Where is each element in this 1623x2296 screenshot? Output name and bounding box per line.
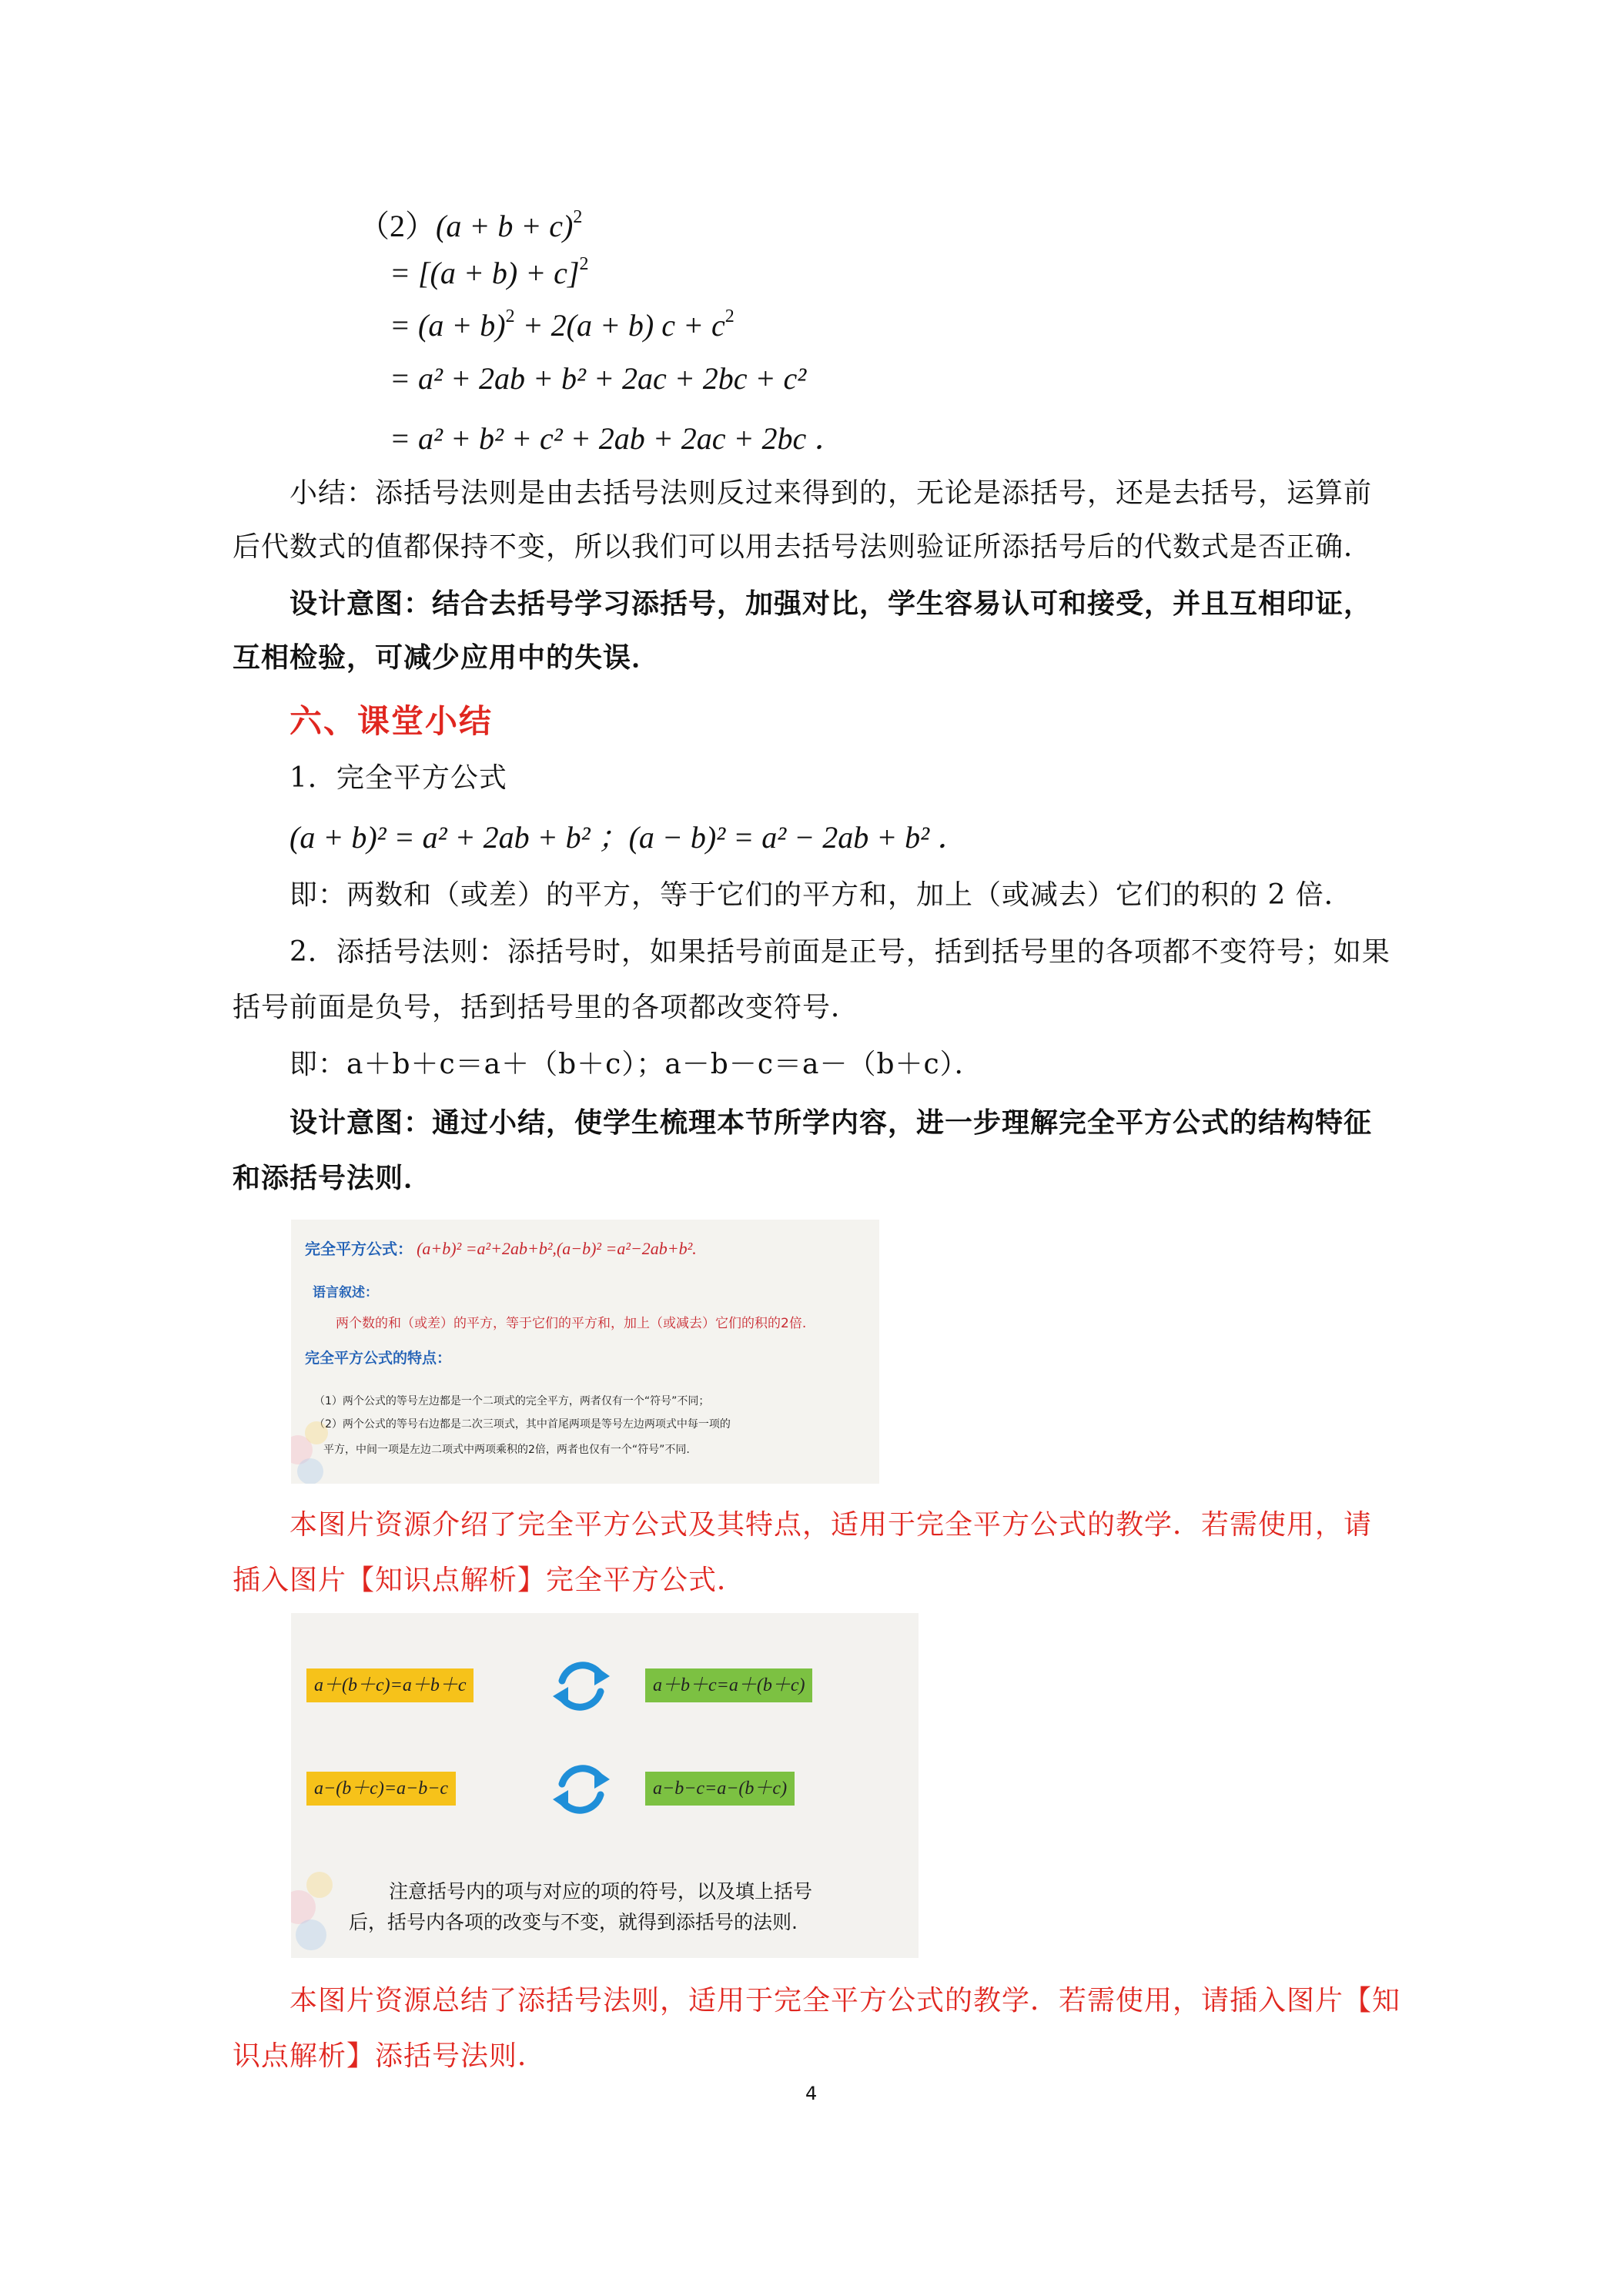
item2-rule: 即：a＋b＋c＝a＋（b＋c）；a－b－c＝a－（b＋c）．: [289, 1049, 983, 1080]
bracket-rule-image: [291, 1613, 919, 1958]
card1-feature-1: （1）两个公式的等号左边都是一个二项式的完全平方，两者仅有一个“符号”不同；: [314, 1395, 710, 1407]
derivation-line-3: = $(a + b)^2 + 2(a + b)$ $c + c^2$: [390, 306, 735, 343]
decor-circle: [297, 1458, 323, 1484]
design-intent-1-line-2: 互相检验，可减少应用中的失误．: [233, 641, 661, 674]
summary-line-2: 后代数式的值都保持不变，所以我们可以用去括号法则验证所添括号后的代数式是否正确．: [233, 531, 1373, 563]
caption2-line-1: 本图片资源总结了添括号法则，适用于完全平方公式的教学．若需使用，请插入图片【知: [289, 1985, 1401, 2017]
page-number: 4: [805, 2083, 818, 2104]
cycle-arrows-icon: [547, 1755, 616, 1824]
item1-explain: 即：两数和（或差）的平方，等于它们的平方和，加上（或减去）它们的积的 2 倍．: [289, 879, 1353, 911]
design-intent-2-line-2: 和添括号法则．: [233, 1162, 433, 1194]
caption1-line-2: 插入图片【知识点解析】完全平方公式．: [233, 1565, 746, 1596]
card1-feature-title: 完全平方公式的特点：: [305, 1350, 452, 1367]
card1-feature-3: 平方，中间一项是左边二项式中两项乘积的2倍，两者也仅有一个“符号”不同.: [323, 1444, 690, 1456]
derivation-line-2: = $[(a + b) + c]^2$: [390, 254, 589, 290]
decor-circle: [305, 1421, 328, 1444]
design-intent-1-line-1: 设计意图：结合去括号学习添括号，加强对比，学生容易认可和接受，并且互相印证，: [289, 587, 1373, 620]
section-heading: 六、课堂小结: [289, 702, 494, 740]
rule1-left-box: a＋(b＋c)=a＋b＋c: [306, 1668, 474, 1702]
card1-formula: (a+b)² =a²+2ab+b²,(a−b)² =a²−2ab+b².: [417, 1239, 697, 1258]
card1-lang-title: 语言叙述：: [313, 1285, 378, 1300]
card1-feature-2: （2）两个公式的等号右边都是二次三项式，其中首尾两项是等号左边两项式中每一项的: [314, 1418, 731, 1431]
card1-lang-text: 两个数的和（或差）的平方，等于它们的平方和，加上（或减去）它们的积的2倍.: [336, 1316, 807, 1331]
item1-formula: (a + b)² = a² + 2ab + b² ；(a − b)² = a² − 2ab + b² ．: [289, 820, 969, 855]
decor-circle: [296, 1919, 326, 1950]
design-intent-2-line-1: 设计意图：通过小结，使学生梳理本节所学内容，进一步理解完全平方公式的结构特征: [289, 1106, 1373, 1139]
derivation-label: （2）: [359, 209, 436, 243]
derivation-line-5: = a² + b² + c² + 2ab + 2ac + 2bc ．: [390, 421, 845, 456]
cycle-arrows-icon: [547, 1652, 616, 1721]
item1-title: 1．完全平方公式: [289, 762, 507, 794]
derivation-line-4: = a² + 2ab + b² + 2ac + 2bc + c²: [390, 361, 807, 396]
rule2-left-box: a−(b＋c)=a−b−c: [306, 1772, 456, 1806]
rule2-right-box: a−b−c=a−(b＋c): [645, 1772, 795, 1806]
decor-circle: [306, 1872, 333, 1898]
caption1-line-1: 本图片资源介绍了完全平方公式及其特点，适用于完全平方公式的教学．若需使用，请: [289, 1509, 1373, 1541]
card1-formula-row: 完全平方公式： (a+b)² =a²+2ab+b²,(a−b)² =a²−2ab+b².: [305, 1239, 697, 1258]
card2-note-line-1: 注意括号内的项与对应的项的符号，以及填上括号: [389, 1880, 813, 1903]
card2-note: [349, 1876, 813, 1938]
card2-note-line-2: 后，括号内各项的改变与不变，就得到添括号的法则.: [349, 1911, 798, 1933]
item2-line-1: 2．添括号法则：添括号时，如果括号前面是正号，括到括号里的各项都不变符号；如果: [289, 936, 1390, 968]
rule1-right-box: a＋b＋c=a＋(b＋c): [645, 1668, 812, 1702]
perfect-square-image: [291, 1220, 879, 1484]
derivation-line-1: $(2)(a + b + c)^2$: [359, 207, 583, 243]
summary-line-1: 小结：添括号法则是由去括号法则反过来得到的，无论是添括号，还是去括号，运算前: [289, 477, 1373, 509]
caption2-line-2: 识点解析】添括号法则．: [233, 2040, 547, 2072]
item2-line-2: 括号前面是负号，括到括号里的各项都改变符号．: [233, 992, 860, 1023]
